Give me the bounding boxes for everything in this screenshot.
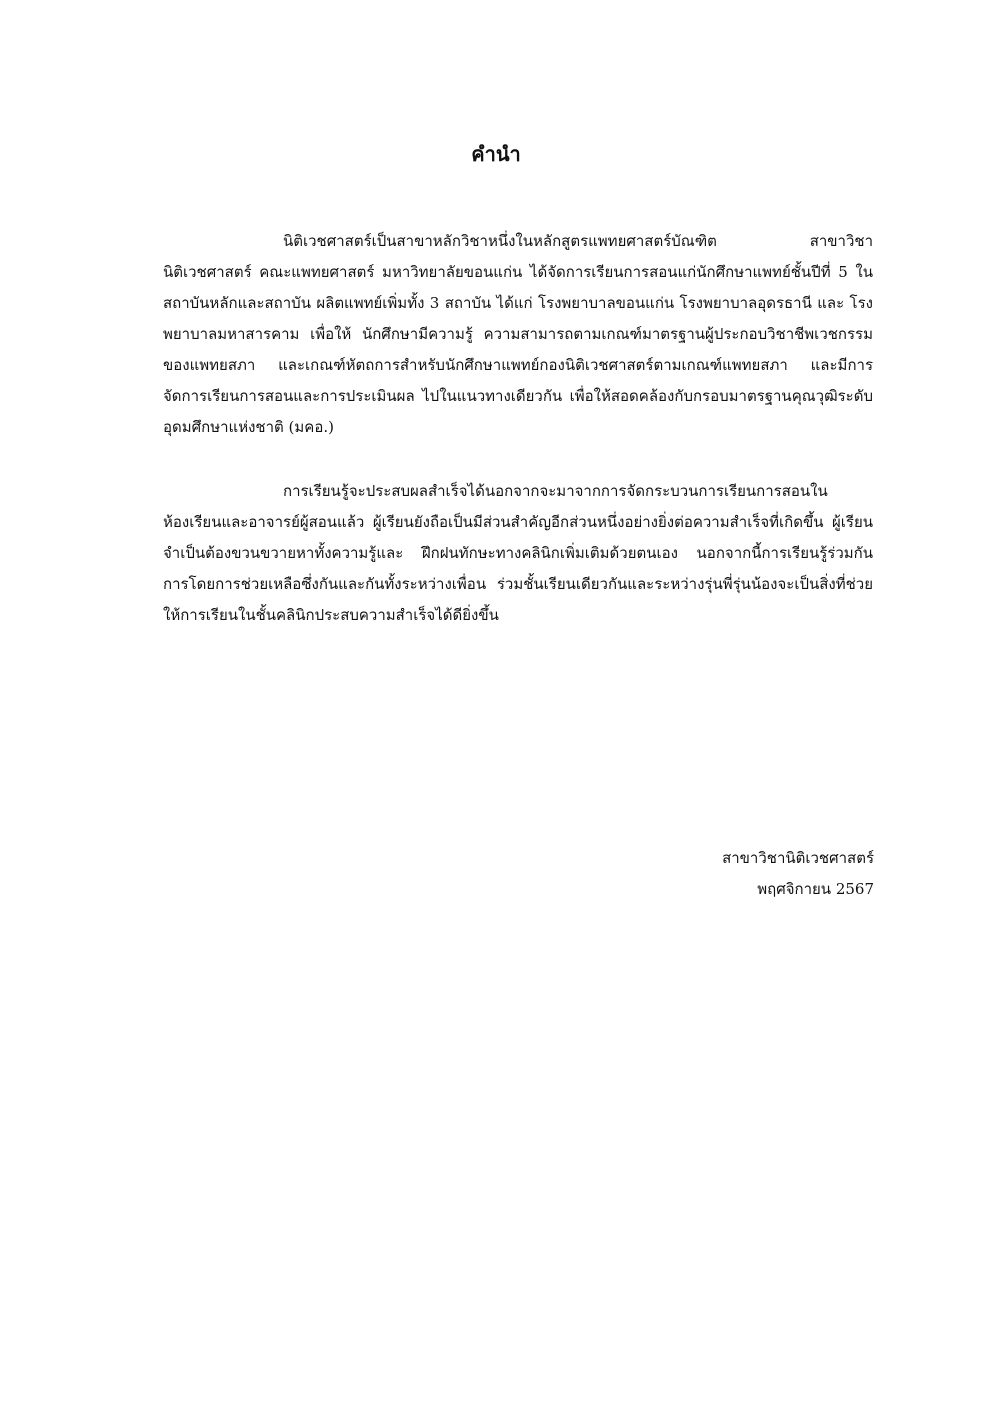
preface-paragraph-2: การเรียนรู้จะประสบผลสำเร็จได้นอกจากจะมาจากการจัดกระบวนการเรียนการสอนในห้องเรียนและอาจารย์ผู้สอนแล้ว ผู้เรียนยังถือเป็นมีส่วนสำคัญอีกส่วนหนึ่งอย่างยิ่งต่อความสำเร็จที่เกิดขึ้น ผู้เรียนจำเป็นต้องขวนขวายหาทั้งความรู้และ ฝึกฝนทักษะทางคลินิกเพิ่มเติมด้วยตนเอง นอกจากนี้การเรียนรู้ร่วมกัน การโดยการช่วยเหลือซึ่งกันและกันทั้งระหว่างเพื่อน ร่วมชั้นเรียนเดียวกันและระหว่างรุ่นพี่รุ่นน้องจะเป็นสิ่งที่ช่วยให้การเรียนในชั้นคลินิกประสบความสำเร็จได้ดียิ่งขึ้น	[163, 482, 873, 624]
page-title: คำนำ	[471, 142, 521, 166]
preface-body	[163, 226, 873, 443]
preface-paragraph-1: นิติเวชศาสตร์เป็นสาขาหลักวิชาหนึ่งในหลักสูตรแพทยศาสตร์บัณฑิต สาขาวิชานิติเวชศาสตร์ คณะแพทยศาสตร์ มหาวิทยาลัยขอนแก่น ได้จัดการเรียนการสอนแก่นักศึกษาแพทย์ชั้นปีที่ 5 ในสถาบันหลักและสถาบัน ผลิตแพทย์เพิ่มทั้ง 3 สถาบัน ได้แก่ โรงพยาบาลขอนแก่น โรงพยาบาลอุดรธานี และ โรงพยาบาลมหาสารคาม เพื่อให้ นักศึกษามีความรู้ ความสามารถตามเกณฑ์มาตรฐานผู้ประกอบวิชาชีพเวชกรรมของแพทยสภา และเกณฑ์หัตถการสำหรับนักศึกษาแพทย์กองนิติเวชศาสตร์ตามเกณฑ์แพทยสภา และมีการจัดการเรียนการสอนและการประเมินผล ไปในแนวทางเดียวกัน เพื่อให้สอดคล้องกับกรอบมาตรฐานคุณวุฒิระดับอุดมศึกษาแห่งชาติ (มคอ.)	[163, 232, 873, 436]
signature-block	[722, 843, 874, 905]
signature-department: สาขาวิชานิติเวชศาสตร์	[722, 849, 874, 867]
signature-date: พฤศจิกายน 2567	[757, 880, 874, 898]
preface-body-2	[163, 476, 873, 631]
